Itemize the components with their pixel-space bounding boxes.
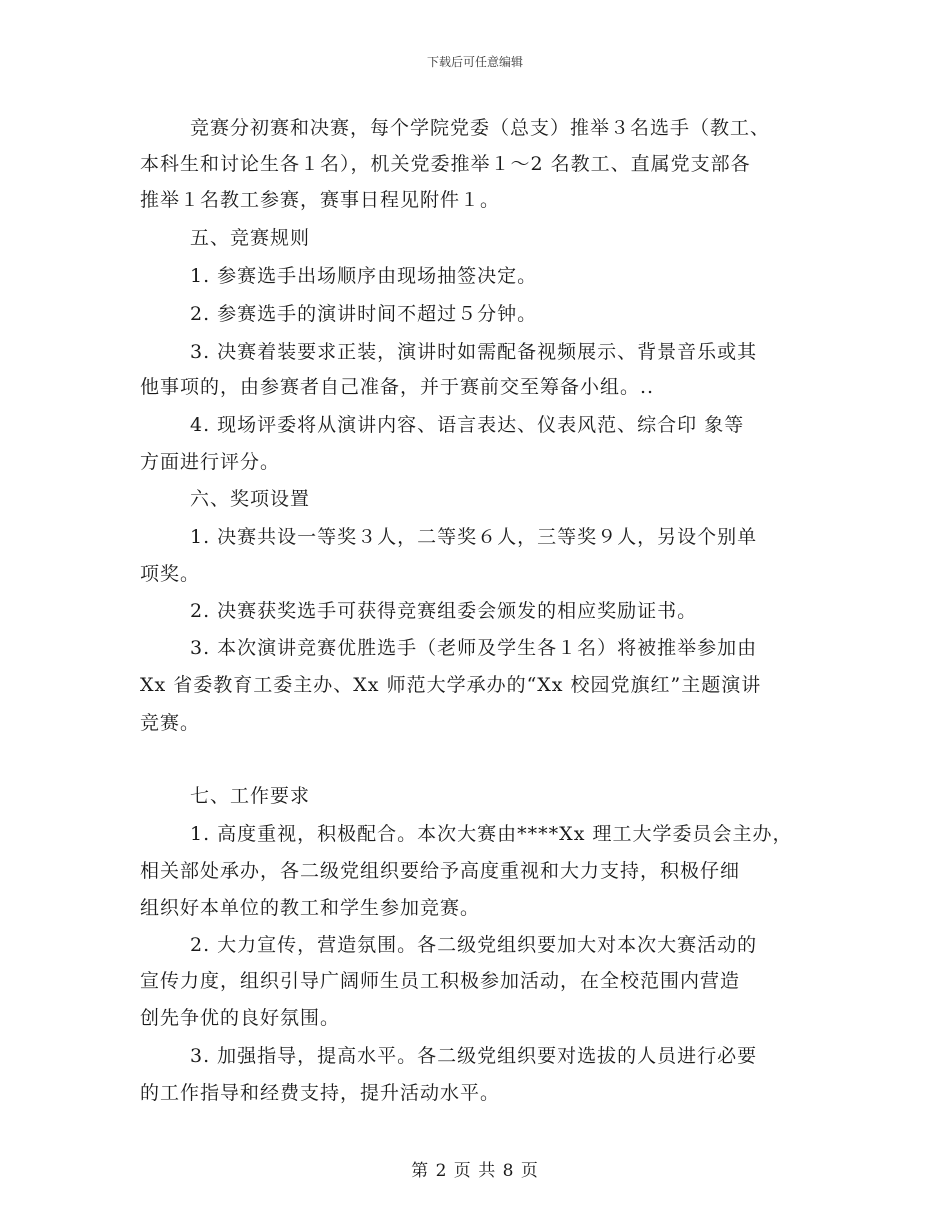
paragraph-line: 他事项的，由参赛者自己准备，并于赛前交至筹备小组。.. <box>140 376 655 398</box>
page-header: 下载后可任意编辑 <box>426 55 523 69</box>
section-heading: 五、竞赛规则 <box>190 227 311 249</box>
paragraph-line: 3. 本次演讲竞赛优胜选手（老师及学生各１名）将被推举参加由 <box>190 637 758 659</box>
paragraph-line: 1. 高度重视，积极配合。本次大赛由****Xx 理工大学委员会主办， <box>190 823 793 845</box>
paragraph-line: 的工作指导和经费支持，提升活动水平。 <box>140 1082 501 1104</box>
section-heading: 七、工作要求 <box>190 785 311 807</box>
paragraph-line: 3. 加强指导，提高水平。各二级党组织要对选拔的人员进行必要 <box>190 1045 758 1067</box>
page-number: 第 2 页 共 8 页 <box>411 1161 539 1181</box>
paragraph-line: 宣传力度，组织引导广阔师生员工积极参加活动，在全校范围内营造 <box>140 970 741 992</box>
paragraph-line: 方面进行评分。 <box>140 451 281 473</box>
paragraph-line: 创先争优的良好氛围。 <box>140 1007 341 1029</box>
paragraph-line: Xx 省委教育工委主办、Xx 师范大学承办的“Xx 校园党旗红”主题演讲 <box>140 674 762 696</box>
paragraph-line: 2. 大力宣传，营造氛围。各二级党组织要加大对本次大赛活动的 <box>190 934 758 956</box>
paragraph-line: 竞赛。 <box>140 712 201 734</box>
paragraph-line: 组织好本单位的教工和学生参加竞赛。 <box>140 897 481 919</box>
paragraph-line: 相关部处承办，各二级党组织要给予高度重视和大力支持，积极仔细 <box>140 860 741 882</box>
section-heading: 六、奖项设置 <box>190 488 311 510</box>
paragraph-line: 1. 参赛选手出场顺序由现场抽签决定。 <box>190 265 538 287</box>
paragraph-line: 本科生和讨论生各１名），机关党委推举１～2 名教工、直属党支部各 <box>140 153 751 175</box>
paragraph-line: 4. 现场评委将从演讲内容、语言表达、仪表风范、综合印 象等 <box>190 414 745 436</box>
paragraph-line: 1. 决赛共设一等奖３人，二等奖６人，三等奖９人，另设个别单 <box>190 526 758 548</box>
paragraph-line: 竞赛分初赛和决赛，每个学院党委（总支）推举３名选手（教工、 <box>190 117 771 139</box>
paragraph-line: 2. 决赛获奖选手可获得竞赛组委会颁发的相应奖励证书。 <box>190 600 698 622</box>
paragraph-line: 2. 参赛选手的演讲时间不超过５分钟。 <box>190 303 538 325</box>
paragraph-line: 推举１名教工参赛，赛事日程见附件１。 <box>140 189 501 211</box>
paragraph-line: 3. 决赛着装要求正装，演讲时如需配备视频展示、背景音乐或其 <box>190 341 758 363</box>
paragraph-line: 项奖。 <box>140 563 201 585</box>
